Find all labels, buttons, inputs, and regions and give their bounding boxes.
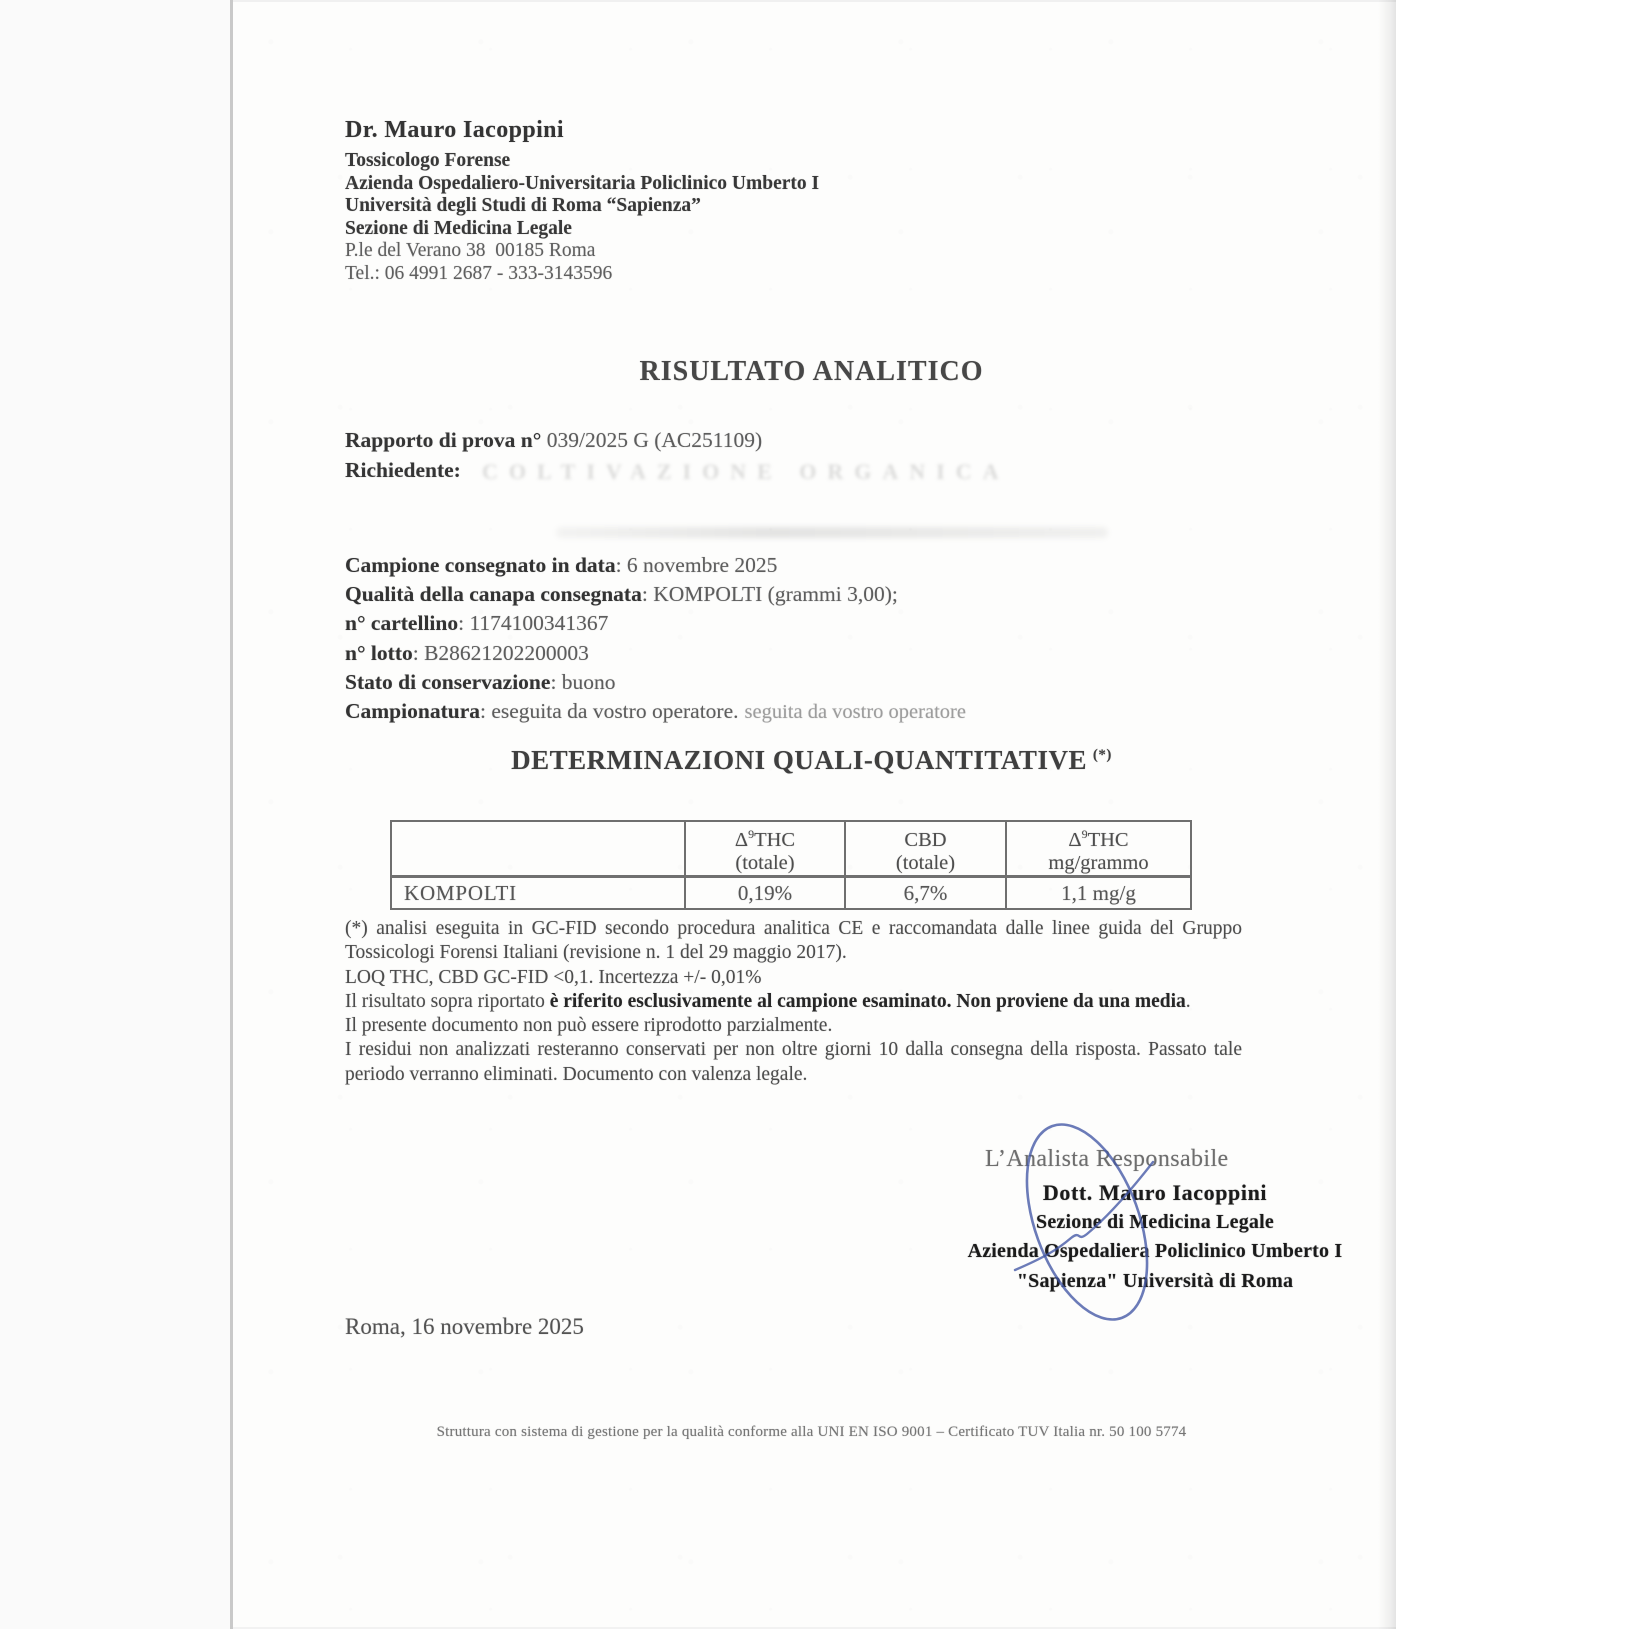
signature-ellipse-loop <box>1003 1108 1171 1335</box>
sample-details <box>345 551 966 727</box>
detail-row-sampling <box>345 697 966 727</box>
table-header-thc-total <box>684 822 844 878</box>
note-loq <box>345 966 1242 990</box>
section-title <box>230 745 1393 776</box>
table-cell-thc-total: 0,19% <box>684 878 844 908</box>
detail-value: : KOMPOLTI (grammi 3,00); <box>641 582 898 607</box>
paper-right-margin <box>1396 0 1629 1629</box>
report-number-label: Rapporto di prova n° <box>345 428 542 452</box>
detail-row-tag-number <box>345 609 966 638</box>
note-text: LOQ THC, CBD GC-FID <0,1. Incertezza +/- 0,01% <box>345 966 762 988</box>
results-table <box>390 820 1192 910</box>
note-reproduction <box>345 1014 1242 1038</box>
requester-label: Richiedente: <box>345 458 461 482</box>
signature-pen-stroke <box>1015 1162 1153 1270</box>
report-number-line <box>345 428 762 453</box>
table-cell-thc-mg: 1,1 mg/g <box>1005 878 1190 908</box>
detail-value: : 1174100341367 <box>458 611 609 636</box>
detail-ghost-text: seguita da vostro operatore <box>744 701 966 724</box>
analysis-notes <box>345 917 1242 1087</box>
note-bold-text: è riferito esclusivamente al campione esaminato. Non proviene da una media <box>549 990 1186 1012</box>
report-number-value: 039/2025 G (AC251109) <box>541 428 763 452</box>
detail-label: Stato di conservazione <box>345 669 551 694</box>
section-title-footnote-marker: (*) <box>1092 747 1112 763</box>
letterhead <box>345 150 819 285</box>
stamp-line-department: Sezione di Medicina Legale <box>1036 1210 1274 1233</box>
letterhead-role: Tossicologo Forense <box>345 150 511 171</box>
detail-label: n° lotto <box>345 640 413 665</box>
redacted-smudge-line <box>556 527 1108 538</box>
requester-line <box>345 458 461 483</box>
delta-symbol: Δ <box>1068 828 1082 851</box>
note-text: Il presente documento non può essere riprodotto parzialmente. <box>345 1015 833 1037</box>
detail-row-conservation <box>345 668 966 697</box>
note-result-scope <box>345 990 1242 1014</box>
handwritten-signature-ink <box>975 1100 1215 1350</box>
note-text: (*) analisi eseguita in GC-FID secondo procedura analitica CE e raccomandata dalle linee guida del Gruppo Tossicologi Forensi Italiani (revisione n. 1 del 29 maggio 2017). <box>345 918 1242 964</box>
letterhead-university: Università degli Studi di Roma “Sapienza” <box>345 195 701 216</box>
detail-row-hemp-quality <box>345 580 966 609</box>
document-title: RISULTATO ANALITICO <box>639 356 984 387</box>
note-method <box>345 917 1242 966</box>
detail-value: : buono <box>550 669 616 694</box>
detail-value: : eseguita da vostro operatore. <box>479 699 739 724</box>
detail-value: : 6 novembre 2025 <box>615 553 778 577</box>
letterhead-department: Sezione di Medicina Legale <box>345 217 572 239</box>
detail-row-lot-number <box>345 639 966 668</box>
sheet-right-edge-shadow <box>1378 0 1396 1629</box>
delta-symbol: Δ <box>734 828 749 851</box>
signature-role: L’Analista Responsabile <box>985 1146 1229 1172</box>
table-header-cbd-total <box>844 822 1005 878</box>
analyte-name: CBD <box>904 828 947 851</box>
detail-label: Campionatura <box>345 699 480 724</box>
stamp-line-name: Dott. Mauro Iacoppini <box>1042 1180 1268 1205</box>
analyte-name: THC <box>754 828 796 851</box>
letterhead-phone: Tel.: 06 4991 2687 - 333-3143596 <box>345 262 613 284</box>
detail-label: n° cartellino <box>345 611 459 636</box>
table-cell-sample-name: KOMPOLTI <box>404 880 517 905</box>
requester-redacted-text: COLTIVAZIONE ORGANICA <box>482 459 1010 484</box>
detail-row-delivery-date <box>345 551 966 580</box>
detail-label: Campione consegnato in data <box>345 553 616 577</box>
table-header-empty <box>392 822 684 878</box>
note-residues <box>345 1038 1242 1087</box>
note-text: I residui non analizzati resteranno conservati per non oltre giorni 10 dalla consegna della risposta. Passato tale periodo verranno eliminati. Documento con valenza legale. <box>345 1039 1242 1085</box>
detail-label: Qualità della canapa consegnata <box>345 582 642 607</box>
table-header-thc-mg <box>1005 822 1190 878</box>
stamp-line-university: "Sapienza" Università di Roma <box>1016 1269 1294 1292</box>
stamp-line-institution: Azienda Ospedaliera Policlinico Umberto I <box>967 1240 1343 1262</box>
delta-exponent: 9 <box>1081 826 1088 841</box>
note-text: . <box>1185 990 1191 1012</box>
delta-exponent: 9 <box>748 826 755 841</box>
date-line: Roma, 16 novembre 2025 <box>345 1314 584 1339</box>
letterhead-name: Dr. Mauro Iacoppini <box>345 117 564 143</box>
letterhead-institution: Azienda Ospedaliero-Universitaria Policlinico Umberto I <box>345 172 820 194</box>
note-text: Il risultato sopra riportato <box>345 990 550 1012</box>
footer-certification: Struttura con sistema di gestione per la qualità conforme alla UNI EN ISO 9001 – Certificato TUV Italia nr. 50 100 5774 <box>436 1424 1187 1440</box>
table-header-subline: (totale) <box>895 852 956 875</box>
letterhead-address: P.le del Verano 38 00185 Roma <box>345 240 596 261</box>
table-header-subline: (totale) <box>735 852 795 875</box>
section-title-text: DETERMINAZIONI QUALI-QUANTITATIVE <box>511 745 1087 775</box>
analyte-name: THC <box>1087 828 1129 851</box>
table-header-subline: mg/grammo <box>1048 852 1149 875</box>
detail-value: : B28621202200003 <box>412 640 589 665</box>
table-cell-cbd-total: 6,7% <box>844 878 1005 908</box>
